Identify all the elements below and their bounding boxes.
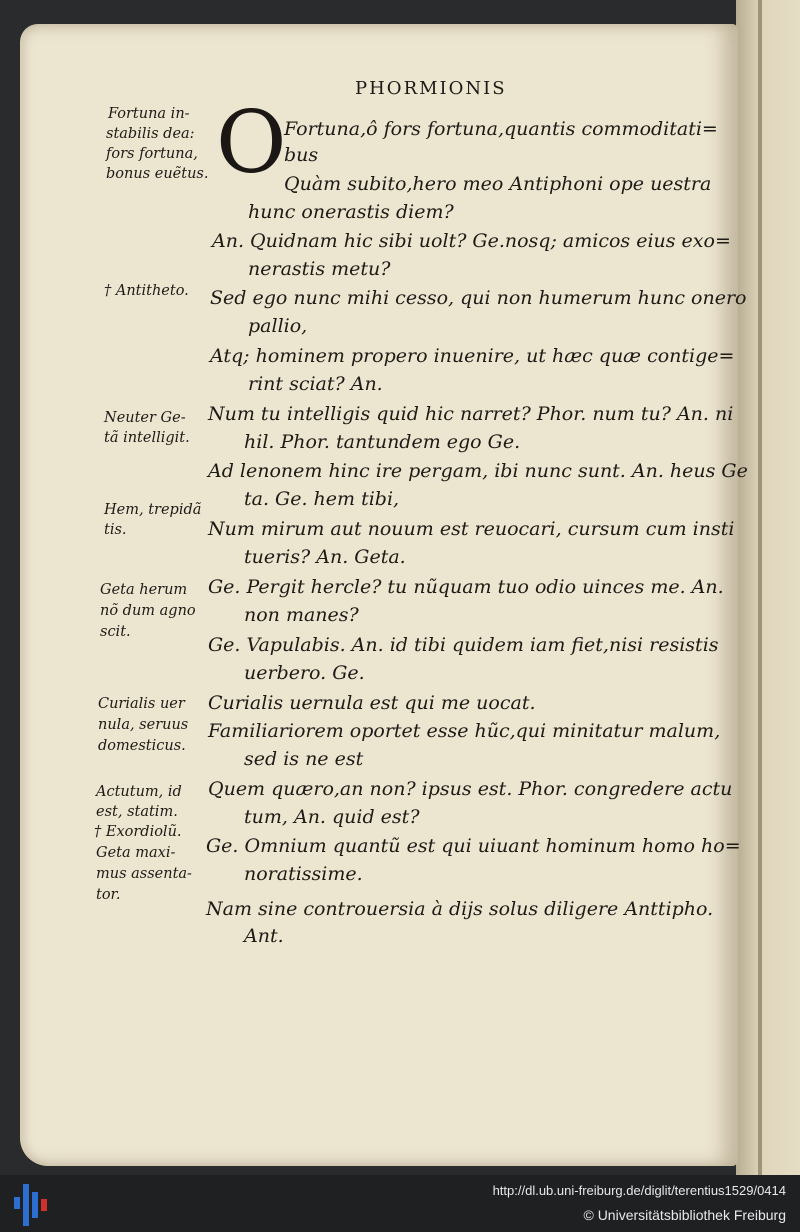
body-line: Sed ego nunc mihi cesso, qui non humerum hunc onero (210, 287, 747, 309)
margin-gloss: tis. (104, 522, 127, 538)
body-line: Num tu intelligis quid hic narret? Phor. num tu? An. ni (208, 403, 734, 425)
margin-gloss: domesticus. (98, 738, 186, 754)
margin-gloss: est, statim. (96, 804, 178, 820)
body-line: Ge. Pergit hercle? tu nũquam tuo odio uinces me. An. (208, 576, 724, 598)
body-line: sed is ne est (244, 748, 364, 770)
body-line: Quàm subito,hero meo Antiphoni ope uestra (284, 173, 712, 195)
body-line: Ge. Vapulabis. An. id tibi quidem iam fiet,nisi resistis (208, 634, 719, 656)
body-line: Atq; hominem propero inuenire, ut hæc quæ contige= (210, 345, 735, 367)
margin-gloss: Neuter Ge- (104, 410, 186, 426)
drop-cap: O (216, 93, 287, 193)
body-line: bus (284, 144, 319, 166)
facing-page-edge (736, 0, 800, 1175)
copyright-notice: © Universitätsbibliothek Freiburg (583, 1207, 786, 1223)
margin-gloss: tor. (96, 887, 121, 903)
margin-gloss: Geta maxi- (96, 845, 176, 861)
margin-gloss: † Antitheto. (104, 283, 189, 299)
margin-gloss: Actutum, id (96, 784, 182, 800)
margin-gloss: Fortuna in- (108, 106, 190, 122)
body-line: noratissime. (244, 863, 363, 885)
body-line: An. Quidnam hic sibi uolt? Ge.nosq; amicos eius exo= (212, 230, 731, 252)
body-line: nerastis metu? (248, 258, 391, 280)
body-line: Ad lenonem hinc ire pergam, ibi nunc sunt. An. heus Ge (208, 460, 748, 482)
ub-freiburg-logo-icon[interactable] (14, 1184, 52, 1226)
source-url-link[interactable]: http://dl.ub.uni-freiburg.de/diglit/terentius1529/0414 (492, 1183, 786, 1198)
body-line: pallio, (248, 315, 308, 337)
body-line: tum, An. quid est? (244, 806, 420, 828)
margin-gloss: nula, seruus (98, 717, 189, 733)
margin-gloss: tã intelligit. (104, 430, 190, 446)
body-line: Num mirum aut nouum est reuocari, cursum cum insti (208, 518, 735, 540)
body-line: Nam sine controuersia à dijs solus diligere Anttipho. (206, 898, 714, 920)
margin-gloss: bonus euẽtus. (106, 166, 209, 182)
margin-gloss: Curialis uer (98, 696, 185, 712)
body-line: Familiariorem oportet esse hũc,qui minitatur malum, (208, 720, 721, 742)
body-line: rint sciat? An. (248, 373, 383, 395)
body-line: Curialis uernula est qui me uocat. (208, 692, 536, 714)
body-line: Ant. (244, 925, 284, 947)
margin-gloss: nõ dum agno (100, 603, 196, 619)
margin-gloss: scit. (100, 624, 131, 640)
body-line: uerbero. Ge. (244, 662, 365, 684)
body-line: ta. Ge. hem tibi, (244, 488, 400, 510)
margin-gloss: Hem, trepidã (104, 502, 202, 518)
body-line: Fortuna,ô fors fortuna,quantis commoditati= (284, 118, 718, 140)
margin-gloss: fors fortuna, (106, 146, 198, 162)
body-line: non manes? (244, 604, 359, 626)
margin-gloss: stabilis dea: (106, 126, 195, 142)
body-line: hunc onerastis diem? (248, 201, 454, 223)
margin-gloss: Geta herum (100, 582, 188, 598)
body-line: tueris? An. Geta. (244, 546, 406, 568)
margin-gloss: † Exordiolũ. (94, 824, 182, 840)
body-line: Ge. Omnium quantũ est qui uiuant hominum homo ho= (206, 835, 741, 857)
running-head: PHORMIONIS (355, 78, 507, 99)
margin-gloss: mus assenta- (96, 866, 192, 882)
body-line: Quem quæro,an non? ipsus est. Phor. congredere actu (208, 778, 733, 800)
body-line: hil. Phor. tantundem ego Ge. (244, 431, 521, 453)
page-gutter-line (758, 0, 762, 1175)
